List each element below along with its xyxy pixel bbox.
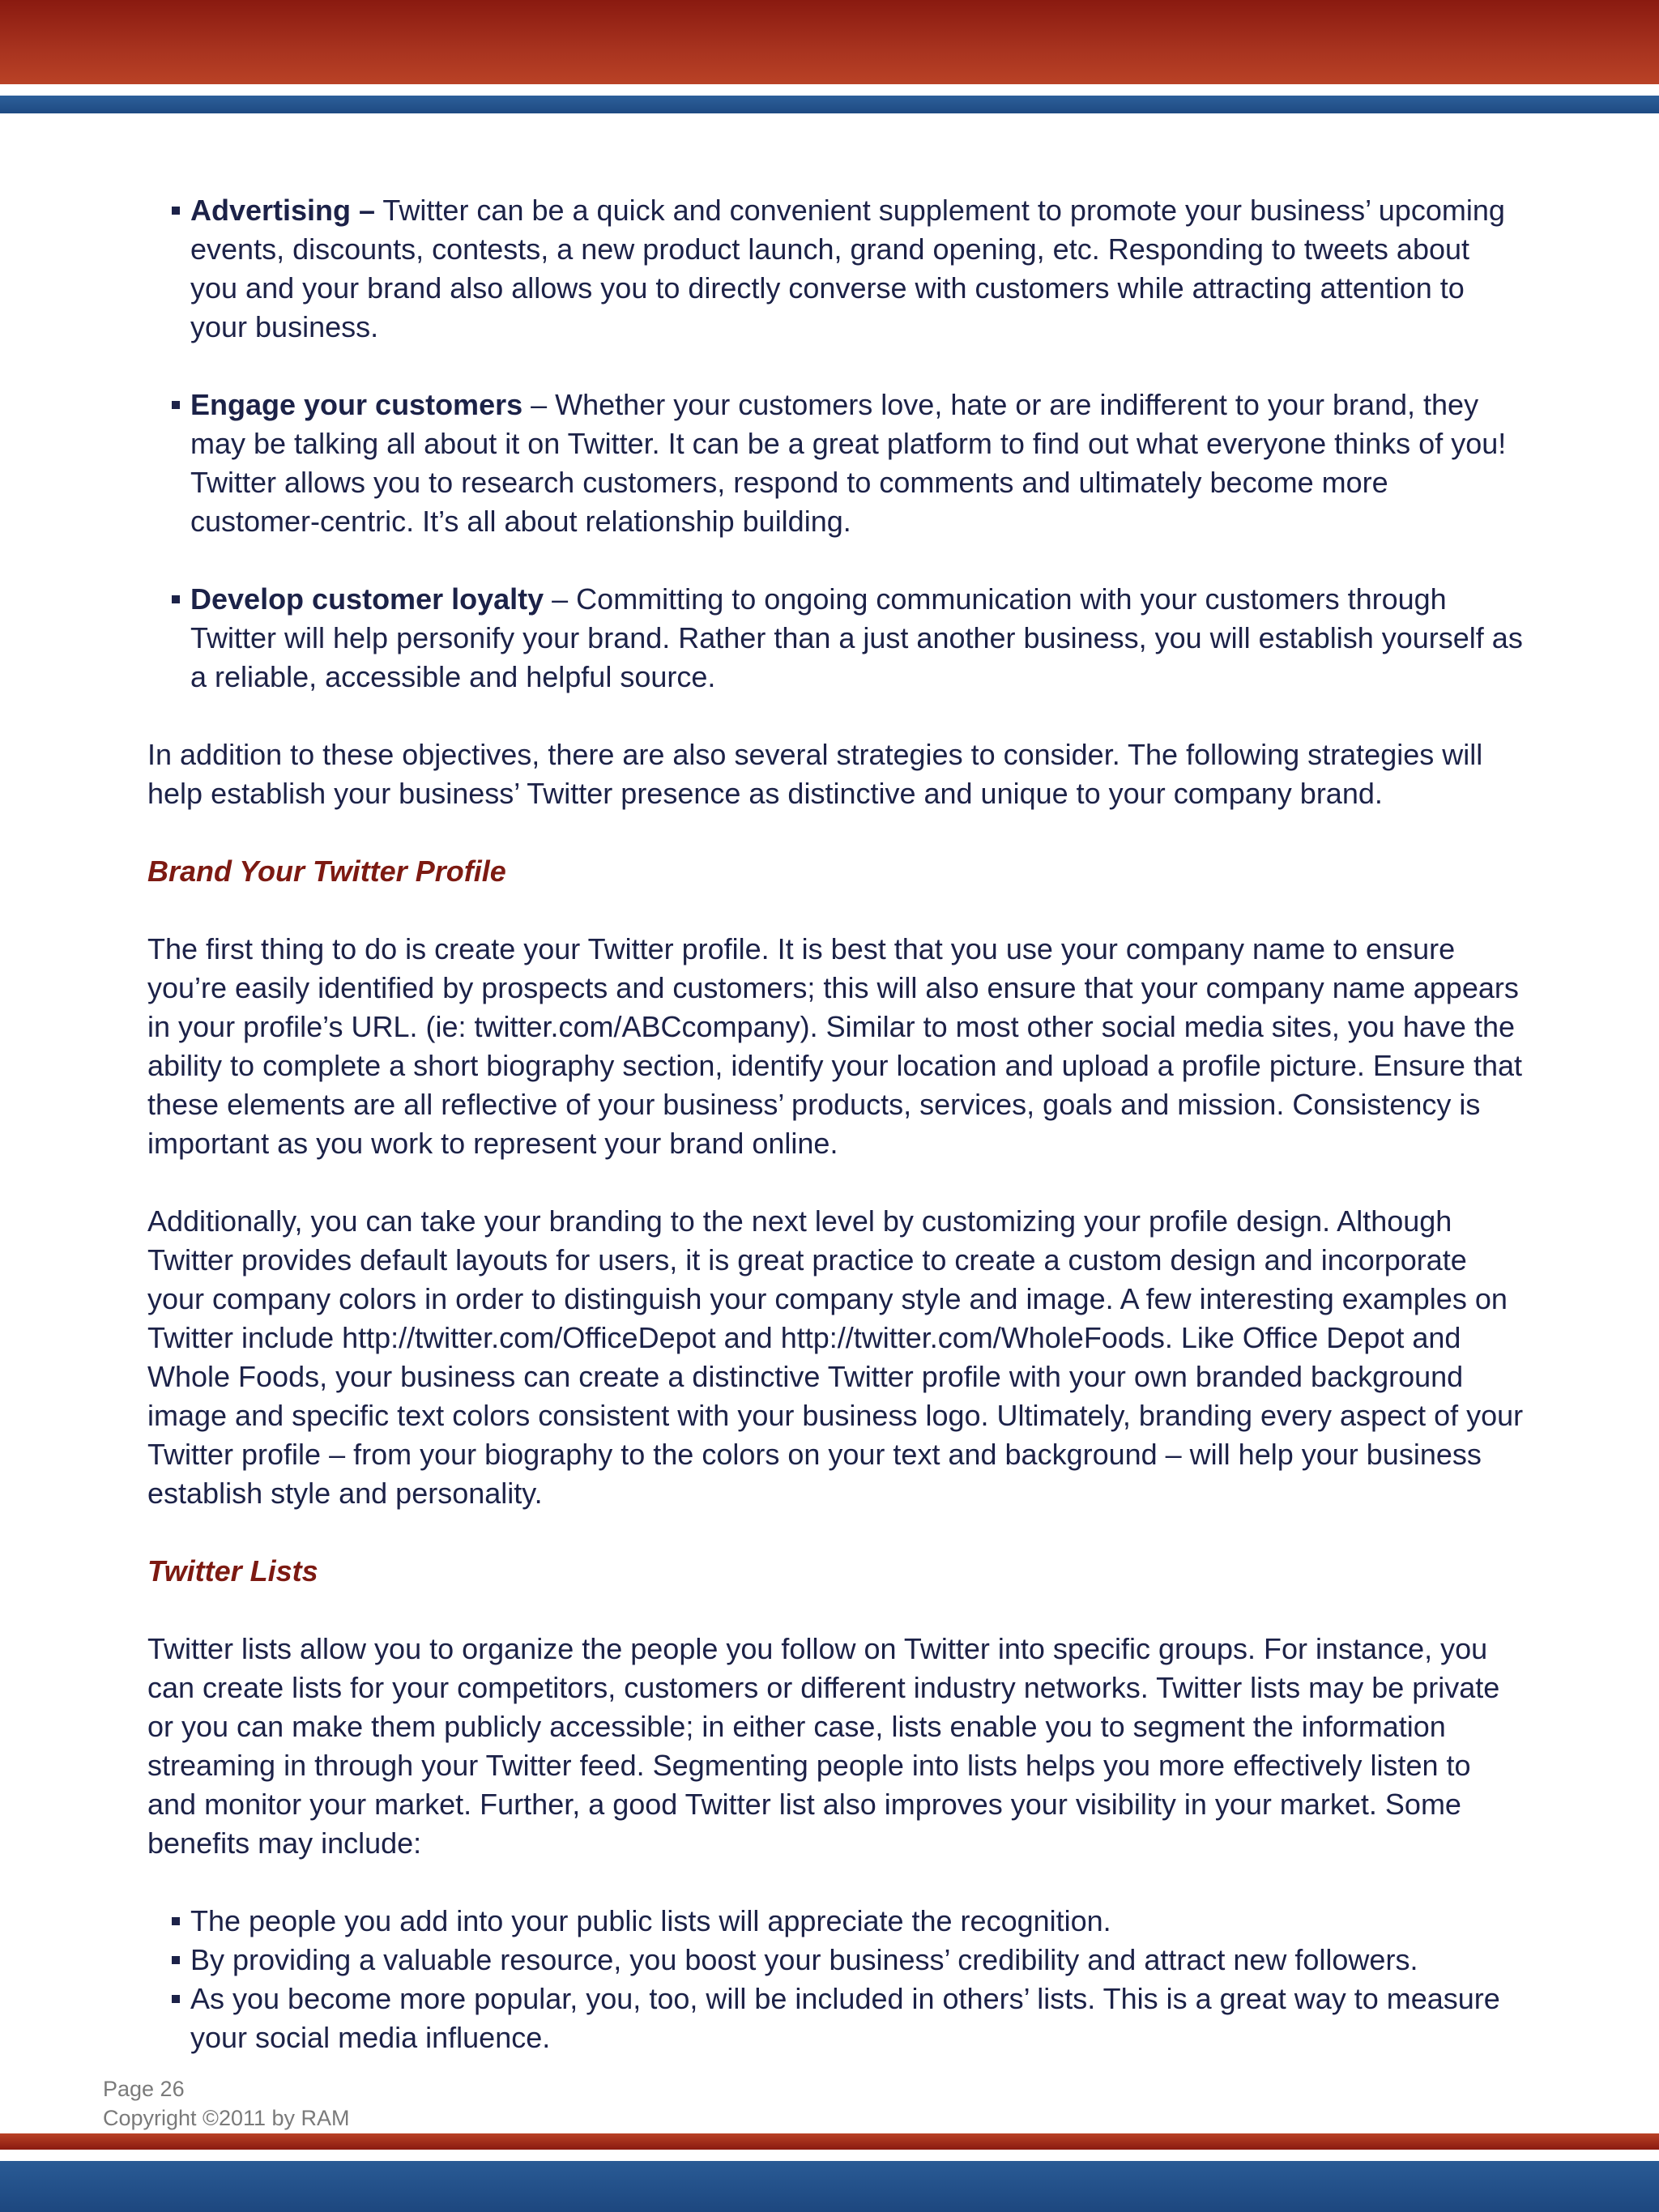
footer-blue-band — [0, 2161, 1659, 2212]
paragraph: Twitter lists allow you to organize the people you follow on Twitter into specific groups. For instance, you can create lists for your competitors, customers or different industry networks. Twitter lists may be private or you can make them publicly accessible; in either case, lists enable you to segment the information streaming in through your Twitter feed. Segmenting people into lists helps you more effectively listen to and monitor your market. Further, a good Twitter list also improves your visibility in your market. Some benefits may include: — [147, 1632, 1500, 1860]
list-item-text: – Committing to ongoing communication with your customers through Twitter will help personify your brand. Rather than a just another business, you will establish yourself as a reliable, accessible and helpful source. — [190, 582, 1523, 693]
copyright-notice: Copyright ©2011 by RAM — [103, 2106, 350, 2130]
benefits-list — [147, 1902, 1525, 2057]
list-item-term: Develop customer loyalty — [190, 582, 544, 616]
paragraph: Additionally, you can take your branding to the next level by customizing your profile design. Although Twitter provides default layouts for users, it is great practice to create a custom design and incorporate your company colors in order to distinguish your company style and image. A few interesting examples on Twitter include http://twitter.com/OfficeDepot and http://twitter.com/WholeFoods. Like Office Depot and Whole Foods, your business can create a distinctive Twitter profile with your own branded background image and specific text colors consistent with your business logo. Ultimately, branding every aspect of your Twitter profile – from your biography to the colors on your text and background – will help your business establish style and personality. — [147, 1204, 1524, 1510]
page-number: Page 26 — [103, 2077, 185, 2101]
header-red-band — [0, 0, 1659, 84]
section-heading-brand-profile: Brand Your Twitter Profile — [147, 855, 506, 888]
section-heading-twitter-lists: Twitter Lists — [147, 1554, 318, 1588]
list-item — [147, 580, 1525, 697]
list-item: By providing a valuable resource, you boost your business’ credibility and attract new followers. — [147, 1941, 1525, 1980]
list-item: As you become more popular, you, too, will be included in others’ lists. This is a great way to measure your social media influence. — [147, 1980, 1525, 2057]
list-item-text: – Whether your customers love, hate or are indifferent to your brand, they may be talking all about it on Twitter. It can be a great platform to find out what everyone thinks of you! Twitter allows you to research customers, respond to comments and ultimately become more customer-centric. It’s all about relationship building. — [190, 388, 1507, 538]
footer-gap — [0, 2150, 1659, 2161]
page-content — [147, 191, 1525, 2096]
intro-paragraph: In addition to these objectives, there are also several strategies to consider. The following strategies will help establish your business’ Twitter presence as distinctive and unique to your company brand. — [147, 738, 1483, 810]
list-item — [147, 191, 1525, 347]
paragraph: The first thing to do is create your Twitter profile. It is best that you use your company name to ensure you’re easily identified by prospects and customers; this will also ensure that your company name appears in your profile’s URL. (ie: twitter.com/ABCcompany). Similar to most other social media sites, you have the ability to complete a short biography section, identify your location and upload a profile picture. Ensure that these elements are all reflective of your business’ products, services, goals and mission. Consistency is important as you work to represent your brand online. — [147, 932, 1522, 1160]
footer-red-band — [0, 2133, 1659, 2150]
page-footer — [103, 2074, 350, 2133]
objectives-list — [147, 191, 1525, 697]
list-item-text: Twitter can be a quick and convenient supplement to promote your business’ upcoming events, discounts, contests, a new product launch, grand opening, etc. Responding to tweets about you and your brand also allows you to directly converse with customers while attracting attention to your business. — [190, 194, 1505, 343]
list-item — [147, 386, 1525, 541]
header-blue-band — [0, 96, 1659, 113]
header-gap — [0, 84, 1659, 96]
list-item-term: Advertising – — [190, 194, 376, 227]
list-item-term: Engage your customers — [190, 388, 523, 421]
list-item: The people you add into your public lists will appreciate the recognition. — [147, 1902, 1525, 1941]
